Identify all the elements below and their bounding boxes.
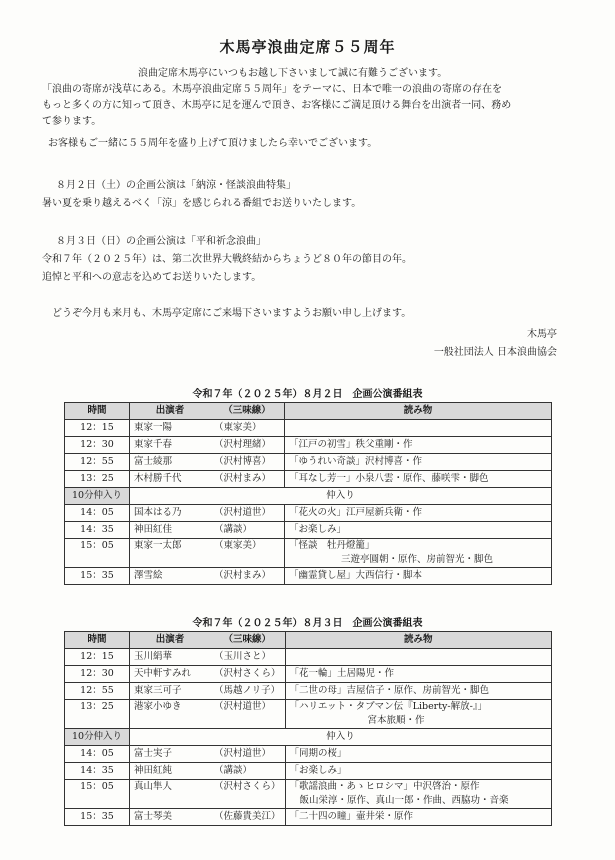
row-shamisen: （東家美）: [210, 420, 285, 437]
table-row: [65, 700, 552, 729]
row-shamisen: （東家美）: [210, 539, 285, 568]
header-piece: 読み物: [285, 403, 552, 420]
row-performer: 真山隼人: [130, 780, 211, 809]
intro-line-4: て参ります。: [42, 116, 102, 127]
program-table-aug3: [64, 631, 552, 826]
row-piece: 「同期の桜」: [285, 746, 551, 763]
row-piece-credit: 飯山栄淳・原作、真山一郎・作曲、西脇功・音楽: [299, 795, 509, 806]
aug2-line-1: ８月２日（土）の企画公演は「納涼・怪談浪曲特集」: [56, 180, 296, 191]
row-piece-credit: 三遊亭圓朝・原作、房前智光・脚色: [341, 554, 494, 565]
row-performer: 富士綾那: [130, 454, 211, 471]
intermission-time: 10分仲入り: [65, 488, 130, 505]
header-shamisen: （三味線）: [210, 403, 285, 420]
row-time: 15：05: [65, 539, 130, 568]
row-piece: 「お楽しみ」: [285, 522, 552, 539]
program-table-aug2: [64, 402, 552, 585]
table-row: [65, 780, 552, 809]
intermission-label: 仲入り: [130, 488, 552, 505]
closing-text: どうぞ今月も来月も、木馬亭定席にご来場下さいますようお願い申し上げます。: [52, 308, 412, 319]
row-performer: 東家三可子: [130, 683, 211, 700]
row-time: 14：35: [65, 763, 130, 780]
intro-line-1: 浪曲定席木馬亭にいつもお越し下さいまして誠に有難うございます。: [138, 68, 448, 79]
row-performer: 港家小ゆき: [130, 700, 211, 729]
row-piece: 「ゆうれい奇談」沢村博喜・作: [285, 454, 552, 471]
row-shamisen: （講談）: [210, 763, 285, 780]
row-performer: 天中軒すみれ: [130, 666, 211, 683]
page-title: 木馬亭浪曲定席５５周年: [219, 38, 396, 56]
row-performer: 東家一太郎: [130, 539, 211, 568]
row-time: 12：15: [65, 420, 130, 437]
table-row: [65, 809, 552, 826]
row-performer: 国本はる乃: [130, 505, 211, 522]
aug3-line-1: ８月３日（日）の企画公演は「平和祈念浪曲」: [56, 236, 266, 247]
intermission-row: [65, 729, 552, 746]
table-row: [65, 454, 552, 471]
row-time: 14：05: [65, 746, 130, 763]
header-performer: 出演者: [130, 632, 211, 649]
table-row: [65, 666, 552, 683]
table1-caption: 令和７年（２０２５年）８月２日 企画公演番組表: [192, 389, 423, 400]
row-performer: 澤雪絵: [130, 568, 211, 585]
table-header-row: [65, 403, 552, 420]
signature-association: 一般社団法人 日本浪曲協会: [433, 347, 557, 358]
intermission-time: 10分仲入り: [65, 729, 130, 746]
row-time: 15：05: [65, 780, 130, 809]
row-shamisen: （沢村博喜）: [210, 454, 285, 471]
row-piece: 「江戸の初雪」秩父重剛・作: [285, 437, 552, 454]
row-piece-title: 「怪談 牡丹燈籠」: [289, 540, 375, 551]
row-time: 12：55: [65, 454, 130, 471]
intermission-row: [65, 488, 552, 505]
header-shamisen: （三味線）: [210, 632, 285, 649]
signature-venue: 木馬亭: [527, 329, 557, 340]
table-row: [65, 420, 552, 437]
row-piece: [285, 539, 552, 568]
row-performer: 神田紅佳: [130, 522, 211, 539]
row-time: 15：35: [65, 809, 130, 826]
intermission-label: 仲入り: [130, 729, 552, 746]
header-piece: 読み物: [285, 632, 551, 649]
table-row: [65, 746, 552, 763]
table-row: [65, 568, 552, 585]
row-performer: 東家千春: [130, 437, 211, 454]
row-shamisen: （沢村道世）: [210, 505, 285, 522]
row-time: 14：05: [65, 505, 130, 522]
row-piece-credit: 宮本旅順・作: [367, 715, 425, 726]
row-time: 14：35: [65, 522, 130, 539]
row-piece: 「耳なし芳一」小泉八雲・原作、藤咲雫・脚色: [285, 471, 552, 488]
row-time: 12：30: [65, 437, 130, 454]
row-time: 13：25: [65, 471, 130, 488]
table-row: [65, 505, 552, 522]
table-row: [65, 437, 552, 454]
row-piece: [285, 700, 551, 729]
row-time: 12：55: [65, 683, 130, 700]
aug3-line-2: 令和７年（２０２５年）は、第二次世界大戦終結からちょうど８０年の節目の年。: [42, 254, 412, 265]
table-header-row: [65, 632, 552, 649]
row-shamisen: （玉川さと）: [210, 649, 285, 666]
row-piece: 「お楽しみ」: [285, 763, 551, 780]
row-shamisen: （沢村理緒）: [210, 437, 285, 454]
table-row: [65, 522, 552, 539]
row-performer: 東家一陽: [130, 420, 211, 437]
header-time: 時間: [65, 403, 130, 420]
row-shamisen: （馬越ノリ子）: [210, 683, 285, 700]
table-row: [65, 649, 552, 666]
table-row: [65, 539, 552, 568]
table-row: [65, 471, 552, 488]
header-time: 時間: [65, 632, 130, 649]
row-shamisen: （沢村道世）: [210, 746, 285, 763]
row-piece-title: 「ハリエット・タブマン伝『Liberty-解放-』」: [289, 701, 488, 712]
intro-line-5: お客様もご一緒に５５周年を盛り上げて頂けましたら幸いでございます。: [48, 138, 378, 149]
row-piece: [285, 780, 551, 809]
table-row: [65, 683, 552, 700]
table-row: [65, 763, 552, 780]
row-piece-title: 「歌謡浪曲・あゝヒロシマ」中沢啓治・原作: [289, 781, 480, 792]
row-shamisen: （沢村さくら）: [210, 666, 285, 683]
row-piece: [285, 420, 552, 437]
row-shamisen: （沢村道世）: [210, 700, 285, 729]
row-piece: 「花一輪」土居陽児・作: [285, 666, 551, 683]
row-piece: [285, 649, 551, 666]
row-shamisen: （沢村まみ）: [210, 471, 285, 488]
row-performer: 富士琴美: [130, 809, 211, 826]
row-performer: 玉川絹華: [130, 649, 211, 666]
row-time: 12：15: [65, 649, 130, 666]
aug3-line-3: 追悼と平和への意志を込めてお送りいたします。: [42, 272, 262, 283]
row-shamisen: （沢村まみ）: [210, 568, 285, 585]
row-piece: 「幽霊貸し屋」大西信行・脚本: [285, 568, 552, 585]
row-performer: 木村勝千代: [130, 471, 211, 488]
intro-line-3: もっと多くの方に知って頂き、木馬亭に足を運んで頂き、お客様にご満足頂ける舞台を出演者一同、務め: [42, 100, 512, 111]
intro-line-2: 「浪曲の寄席が浅草にある。木馬亭浪曲定席５５周年」をテーマに、日本で唯一の浪曲の寄席の存在を: [42, 84, 502, 95]
row-time: 15：35: [65, 568, 130, 585]
table2-caption: 令和７年（２０２５年）８月３日 企画公演番組表: [192, 618, 423, 629]
row-time: 12：30: [65, 666, 130, 683]
row-piece: 「二世の母」吉屋信子・原作、房前智光・脚色: [285, 683, 551, 700]
row-shamisen: （講談）: [210, 522, 285, 539]
row-performer: 神田紅純: [130, 763, 211, 780]
row-shamisen: （佐藤貴美江）: [210, 809, 285, 826]
row-piece: 「二十四の瞳」壷井栄・原作: [285, 809, 551, 826]
row-time: 13：25: [65, 700, 130, 729]
row-piece: 「花火の火」江戸屋新兵衛・作: [285, 505, 552, 522]
header-performer: 出演者: [130, 403, 211, 420]
row-shamisen: （沢村さくら）: [210, 780, 285, 809]
row-performer: 富士実子: [130, 746, 211, 763]
aug2-line-2: 暑い夏を乗り越えるべく「涼」を感じられる番組でお送りいたします。: [42, 198, 362, 209]
